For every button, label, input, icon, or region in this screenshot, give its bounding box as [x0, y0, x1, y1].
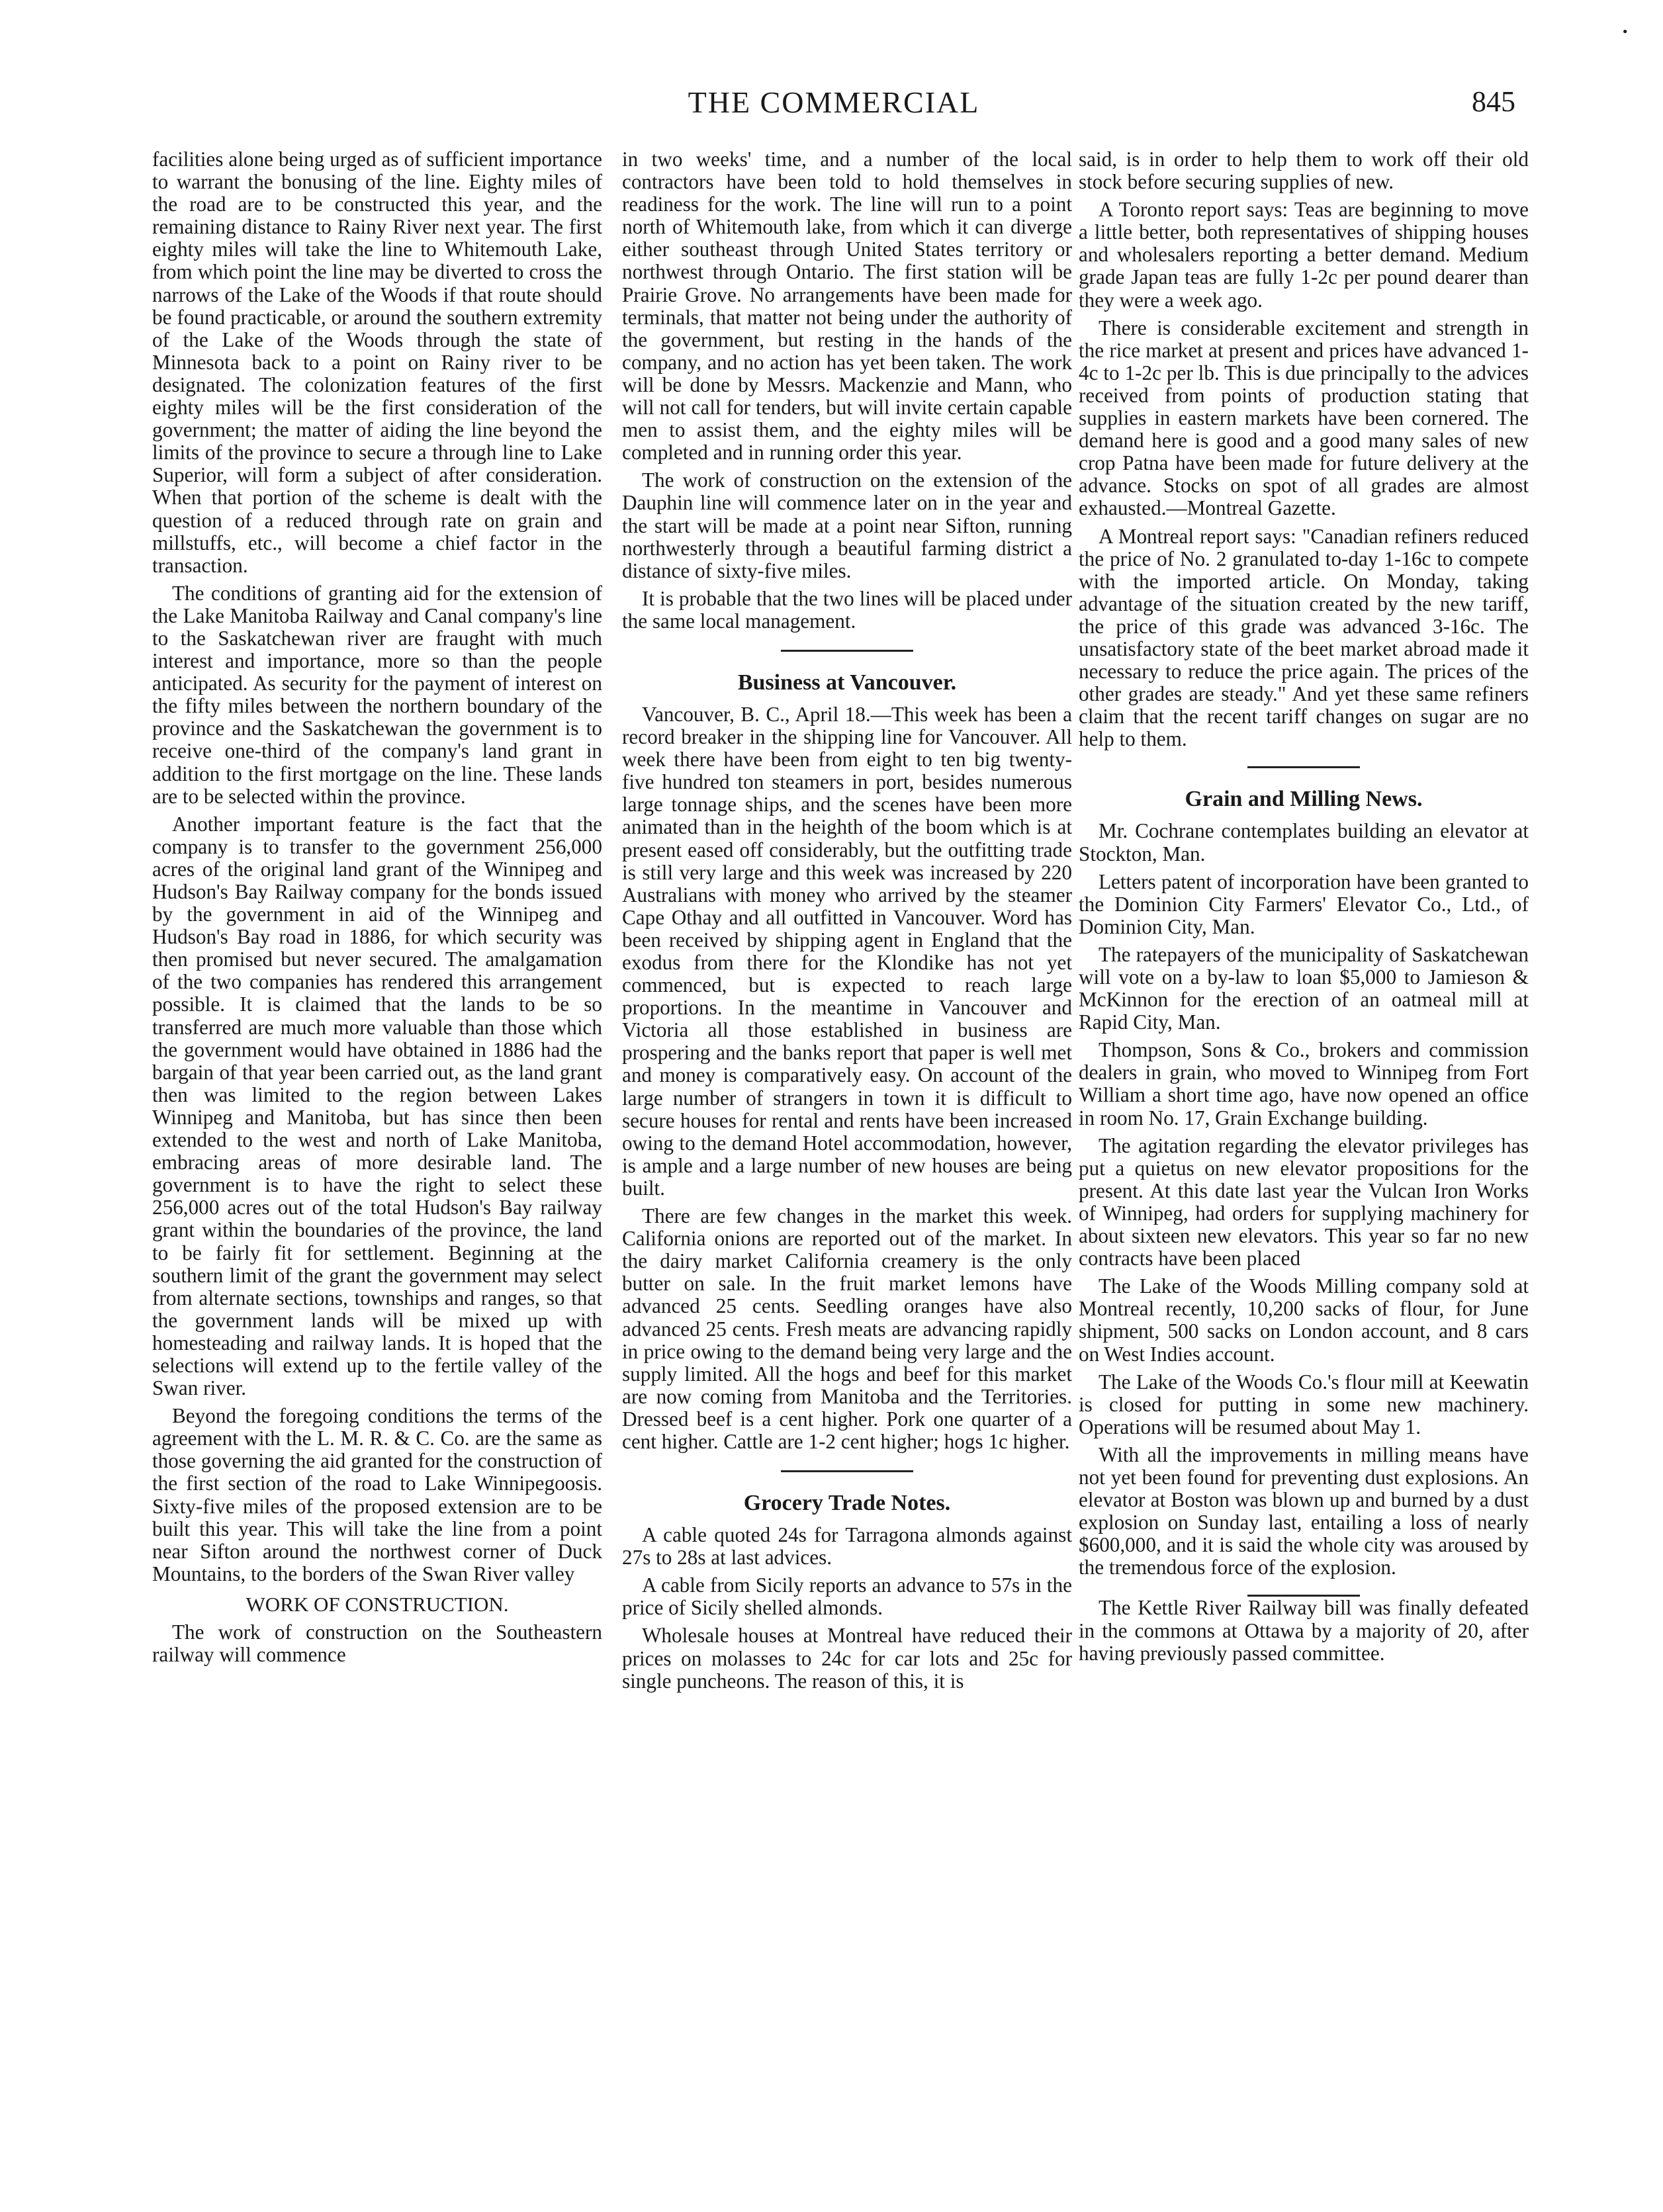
paragraph: The agitation regarding the elevator privileges has put a quietus on new elevator propositions for the present. At this date last year the Vulcan Iron Works of Winnipeg, had orders for supplying machinery for about sixteen new elevators. This year so far no new contracts have been placed	[1079, 1133, 1529, 1270]
paragraph: A cable quoted 24s for Tarragona almonds against 27s to 28s at last advices.	[622, 1523, 1072, 1570]
paragraph: Another important feature is the fact that the company is to transfer to the government 256,000 acres of the original land grant of the Winnipeg and Hudson's Bay Railway company for the bonds issued by the government in aid of the Winnipeg and Hudson's Bay road in 1886, for which security was then promised but never secured. The amalgamation of the two companies has rendered this arrangement possible. It is claimed that the lands to be so transferred are much more valuable than those which the government would have obtained in 1886 had the bargain of that year been carried out, as the land grant then was limited to the region between Lakes Winnipeg and Manitoba, but has since then been extended to the west and north of Lake Manitoba, embracing areas of more desirable land. The government is to have the right to select these 256,000 acres out of the total Hudson's Bay railway grant within the boundaries of the province, the land to be fairly fit for settlement. Beginning at the southern limit of the grant the government may select from alternate sections, townships and ranges, so that the government lands will be mixed up with homesteading and railway lands. It is hoped that the selections will extend up to the fertile valley of the Swan river.	[152, 812, 602, 1400]
paragraph: The ratepayers of the municipality of Saskatchewan will vote on a by-law to loan $5,000 to Jamieson & McKinnon for the erection of an oatmeal mill at Rapid City, Man.	[1079, 942, 1529, 1034]
column-2	[622, 148, 1072, 1698]
paragraph: It is probable that the two lines will be placed under the same local management.	[622, 586, 1072, 633]
margin-mark: •	[1621, 25, 1629, 39]
paragraph: Letters patent of incorporation have been granted to the Dominion City Farmers' Elevator Co., Ltd., of Dominion City, Man.	[1079, 869, 1529, 938]
paragraph: A Montreal report says: "Canadian refiners reduced the price of No. 2 granulated to-day 1-16c to compete with the imported article. On Monday, taking advantage of the situation created by the new tariff, the price of this grade was advanced 3-16c. The unsatisfactory state of the beet market abroad made it necessary to reduce the price again. The prices of the other grades are steady." And yet these same refiners claim that the recent tariff changes on sugar are no help to them.	[1079, 524, 1529, 751]
paragraph: The work of construction on the Southeastern railway will commence	[152, 1620, 602, 1666]
paragraph: Mr. Cochrane contemplates building an elevator at Stockton, Man.	[1079, 819, 1529, 865]
section-divider	[1247, 766, 1360, 768]
article-heading-grain: Grain and Milling News.	[1185, 787, 1423, 812]
paragraph: The conditions of granting aid for the extension of the Lake Manitoba Railway and Canal company's line to the Saskatchewan river are fraught with much interest and importance, more so than the people anticipated. As security for the payment of interest on the fifty miles between the northern boundary of the province and the Saskatchewan the government is to receive one-third of the company's land grant in addition to the first mortgage on the line. These lands are to be selected within the province.	[152, 581, 602, 808]
paragraph: said, is in order to help them to work off their old stock before securing supplies of new.	[1079, 148, 1529, 194]
section-divider	[781, 1470, 913, 1472]
subheading-work-of-construction: WORK OF CONSTRUCTION.	[246, 1592, 509, 1616]
paragraph: The Kettle River Railway bill was finally defeated in the commons at Ottawa by a majority of 20, after having previously passed committee.	[1079, 1596, 1529, 1665]
article-heading-vancouver: Business at Vancouver.	[737, 670, 957, 695]
paragraph: With all the improvements in milling means have not yet been found for preventing dust explosions. An elevator at Boston was blown up and burned by a dust explosion on Sunday last, entailing a loss of nearly $600,000, and it is said the whole city was aroused by the tremendous force of the explosion.	[1079, 1442, 1529, 1579]
paragraph: in two weeks' time, and a number of the local contractors have been told to hold themselves in readiness for the work. The line will run to a point north of Whitemouth lake, from which it can diverge either southeast through United States territory or northwest through Ontario. The first station will be Prairie Grove. No arrangements have been made for terminals, that matter not being under the authority of the government, but resting in the hands of the company, and no action has yet been taken. The work will be done by Messrs. Mackenzie and Mann, who will not call for tenders, but will invite certain capable men to assist them, and the eighty miles will be completed and in running order this year.	[622, 148, 1072, 465]
paragraph: The Lake of the Woods Co.'s flour mill at Keewatin is closed for putting in some new machinery. Operations will be resumed about May 1.	[1079, 1370, 1529, 1438]
column-1	[152, 148, 602, 1671]
section-divider	[781, 650, 913, 652]
paragraph: Vancouver, B. C., April 18.—This week has been a record breaker in the shipping line for Vancouver. All week there have been from eight to ten big twenty-five hundred ton steamers in port, besides numerous large tonnage ships, and the scenes have been more animated than in the heighth of the boom which is at present eased off considerably, but the outfitting trade is still very large and this week was increased by 220 Australians with money who arrived by the steamer Cape Othay and all outfitted in Vancouver. Word has been received by shipping agent in England that the exodus from there for the Klondike has not yet commenced, but is expected to reach large proportions. In the meantime in Vancouver and Victoria all those established in business are prospering and the banks report that paper is well met and money is comparatively easy. On account of the large number of strangers in town it is difficult to secure houses for rental and rents have been increased owing to the demand Hotel accommodation, however, is ample and a large number of new houses are being built.	[622, 702, 1072, 1200]
page-number: 845	[1472, 85, 1515, 118]
paragraph: There are few changes in the market this week. California onions are reported out of the market. In the dairy market California creamery is the only butter on sale. In the fruit market lemons have advanced 25 cents. Seedling oranges have also advanced 25 cents. Fresh meats are advancing rapidly in price owing to the demand being very large and the supply limited. All the hogs and beef for this market are now coming from Manitoba and the Territories. Dressed beef is a cent higher. Pork one quarter of a cent higher. Cattle are 1-2 cent higher; hogs 1c higher.	[622, 1204, 1072, 1453]
paragraph: The Lake of the Woods Milling company sold at Montreal recently, 10,200 sacks of flour, for June shipment, 500 sacks on London account, and 8 cars on West Indies account.	[1079, 1274, 1529, 1366]
paragraph: There is considerable excitement and strength in the rice market at present and prices have advanced 1-4c to 1-2c per lb. This is due principally to the advices received from points of production stating that supplies in eastern markets have been cornered. The demand here is good and a good many sales of new crop Patna have been made for future delivery at the advance. Stocks on spot of all grades are almost exhausted.—Montreal Gazette.	[1079, 316, 1529, 520]
paragraph: Thompson, Sons & Co., brokers and commission dealers in grain, who moved to Winnipeg from Fort William a short time ago, have now opened an office in room No. 17, Grain Exchange building.	[1079, 1038, 1529, 1129]
paragraph: Wholesale houses at Montreal have reduced their prices on molasses to 24c for car lots and 25c for single puncheons. The reason of this, it is	[622, 1624, 1072, 1693]
paragraph: facilities alone being urged as of sufficient importance to warrant the bonusing of the line. Eighty miles of the road are to be constructed this year, and the remaining distance to Rainy River next year. The first eighty miles will take the line to Whitemouth Lake, from which point the line may be diverted to cross the narrows of the Lake of the Woods if that route should be found practicable, or around the southern extremity of the Lake of the Woods through the state of Minnesota back to a point on Rainy river to be designated. The colonization features of the first eighty miles will be the first consideration of the government; the matter of aiding the line beyond the limits of the province to secure a through line to Lake Superior, will form a subject of after consideration. When that portion of the scheme is dealt with the question of a reduced through rate on grain and millstuffs, etc., will become a chief factor in the transaction.	[152, 148, 602, 577]
running-title: THE COMMERCIAL	[688, 85, 980, 119]
paragraph: The work of construction on the extension of the Dauphin line will commence later on in the year and the start will be made at a point near Sifton, running northwesterly through a beautiful farming district a distance of sixty-five miles.	[622, 468, 1072, 582]
column-3	[1079, 148, 1529, 1670]
paragraph: Beyond the foregoing conditions the terms of the agreement with the L. M. R. & C. Co. are the same as those governing the aid granted for the construction of the first section of the road to Lake Winnipegoosis. Sixty-five miles of the proposed extension are to be built this year. This will take the line from a point near Sifton around the northwest corner of Duck Mountains, to the borders of the Swan River valley	[152, 1404, 602, 1585]
article-heading-grocery: Grocery Trade Notes.	[743, 1491, 951, 1516]
page-header	[152, 85, 1515, 124]
paragraph: A Toronto report says: Teas are beginning to move a little better, both representatives of shipping houses and wholesalers reporting a better demand. Medium grade Japan teas are fully 1-2c per pound dearer than they were a week ago.	[1079, 198, 1529, 312]
paragraph: A cable from Sicily reports an advance to 57s in the price of Sicily shelled almonds.	[622, 1573, 1072, 1620]
